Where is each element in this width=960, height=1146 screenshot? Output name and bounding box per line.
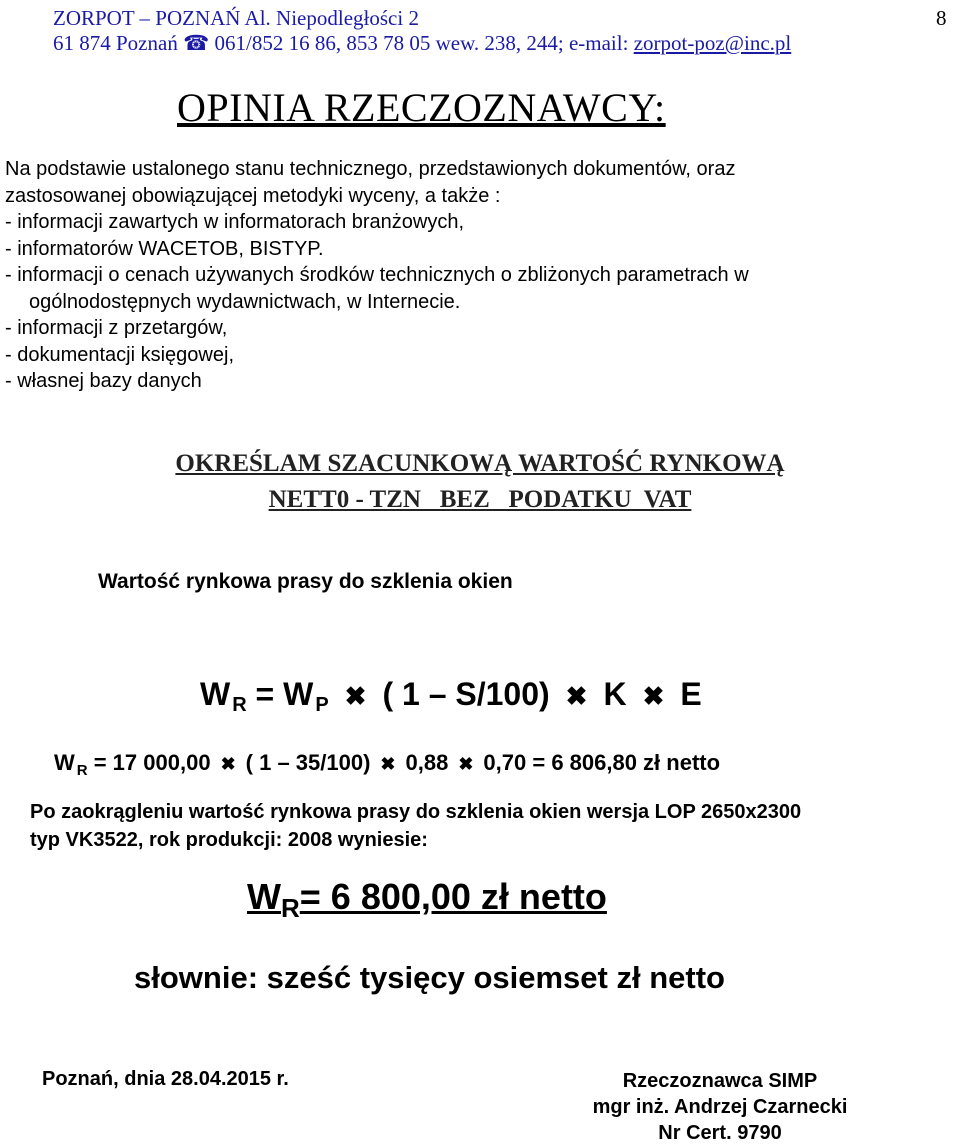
intro-line: - informacji o cenach używanych środków technicznych o zbliżonych parametrach w [5,264,749,286]
intro-line: - informatorów WACETOB, BISTYP. [5,237,324,260]
calc-w: W [54,750,75,775]
valuation-formula [200,676,702,716]
result-sub-r: R [280,893,300,923]
multiply-icon: ✖ [458,754,474,774]
header-line1: ZORPOT – POZNAŃ Al. Niepodległości 2 [53,6,419,30]
intro-line: zastosowanej obowiązującej metodyki wyceny, a także : [5,184,501,207]
intro-line: - informacji zawartych w informatorach branżowych, [5,211,465,233]
page-title: OPINIA RZECZOZNAWCY: [177,85,666,130]
intro-line: - informacji z przetargów, [5,317,228,339]
valuation-calculation [54,750,721,779]
signature-name: mgr inż. Andrzej Czarnecki [592,1096,848,1118]
result-w: W [247,876,281,917]
multiply-icon: ✖ [344,681,367,711]
signature-block [560,1068,880,1146]
intro-line: ogólnodostępnych wydawnictwach, w Internecie. [29,290,461,313]
multiply-icon: ✖ [380,754,396,774]
rounding-text [30,798,801,854]
rounding-line1: Po zaokrągleniu wartość rynkowa prasy do szklenia okien wersja LOP 2650x2300 [30,801,802,823]
place-date: Poznań, dnia 28.04.2015 r. [42,1068,289,1090]
signature-cert: Nr Cert. 9790 [658,1122,782,1144]
intro-line: Na podstawie ustalonego stanu technicznego, przedstawionych dokumentów, oraz [5,158,736,180]
rounding-line2: typ VK3522, rok produkcji: 2008 wyniesie: [30,829,428,851]
intro-block [5,156,749,395]
calc-part4: 0,70 = 6 806,80 zł netto [483,750,721,775]
formula-e: E [680,676,702,712]
formula-k: K [603,676,627,712]
result-value: = 6 800,00 zł netto [299,876,607,917]
header-phone: 061/852 16 86, 853 78 05 wew. 238, 244; e-mail: [209,31,634,55]
formula-equals: = W [246,676,314,712]
header-address: 61 874 Poznań [53,31,184,55]
page-number: 8 [936,6,947,30]
formula-sub-r: R [232,694,247,716]
valuation-heading-line2: NETT0 - TZN BEZ PODATKU VAT [268,486,692,513]
email-link[interactable]: zorpot-poz@inc.pl [633,31,792,55]
formula-part1: ( 1 – S/100) [382,676,550,712]
valuation-result [247,876,607,923]
intro-line: - własnej bazy danych [5,370,202,392]
multiply-icon: ✖ [565,681,588,711]
multiply-icon: ✖ [642,681,665,711]
valuation-subject: Wartość rynkowa prasy do szklenia okien [98,570,513,593]
formula-w: W [200,676,231,712]
intro-line: - dokumentacji księgowej, [5,343,234,366]
calc-part3: 0,88 [405,750,449,775]
signature-title: Rzeczoznawca SIMP [622,1070,818,1092]
formula-sub-p: P [315,694,329,716]
header-company-line [53,6,419,30]
multiply-icon: ✖ [220,754,236,774]
amount-in-words: słownie: sześć tysięcy osiemset zł netto [134,960,725,995]
phone-icon: ☎ [183,31,210,55]
header-contact-line [53,31,791,55]
calc-part2: ( 1 – 35/100) [245,750,371,775]
calc-sub-r: R [76,762,88,779]
valuation-heading-line1: OKREŚLAM SZACUNKOWĄ WARTOŚĆ RYNKOWĄ [175,450,785,477]
calc-part1: = 17 000,00 [87,750,211,775]
